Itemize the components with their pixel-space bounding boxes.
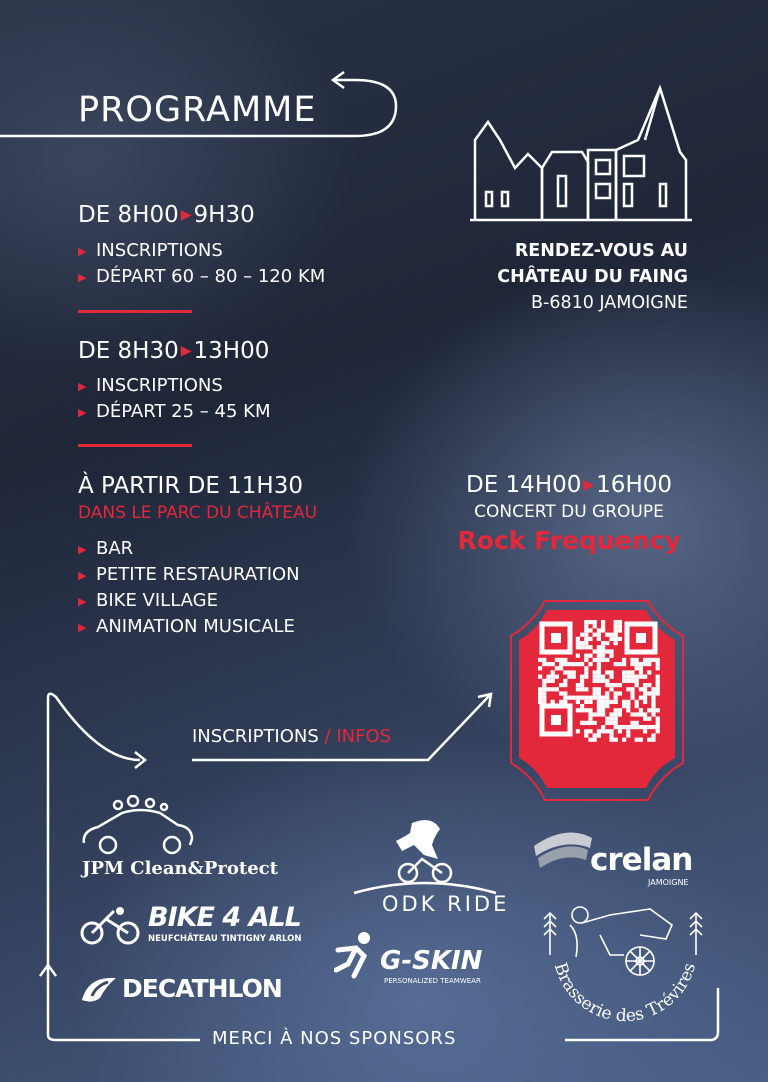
venue-line-2: CHÂTEAU DU FAING <box>497 267 688 287</box>
crelan-icon <box>532 828 596 872</box>
session-2-time <box>78 338 269 364</box>
list-item: ▶ DÉPART 60 – 80 – 120 KM <box>78 264 325 290</box>
horse-bike-icon <box>352 815 498 895</box>
concert-time: DE 14H00 ▶16H00 <box>466 472 672 498</box>
sponsor-bike4all-sub: NEUFCHÂTEAU TINTIGNY ARLON <box>148 934 302 944</box>
session-2-end: 13H00 <box>193 338 270 364</box>
brasserie-emblem-icon <box>540 895 710 1035</box>
session-1-end: 9H30 <box>193 202 255 228</box>
list-item: ▶ BIKE VILLAGE <box>78 588 300 614</box>
runner-icon <box>334 930 378 980</box>
park-heading: À PARTIR DE 11H30 <box>78 473 303 499</box>
list-item: ▶ PETITE RESTAURATION <box>78 562 300 588</box>
triangle-bullet-icon: ▶ <box>78 406 87 419</box>
venue-line-1: RENDEZ-VOUS AU <box>514 241 688 261</box>
list-item: ▶ INSCRIPTIONS <box>78 238 325 264</box>
triangle-bullet-icon: ▶ <box>78 569 87 582</box>
sponsor-crelan-sub: JAMOIGNE <box>648 878 689 887</box>
triangle-bullet-icon: ▶ <box>78 271 87 284</box>
divider <box>78 444 192 447</box>
registration-link[interactable]: INSCRIPTIONS / INFOS <box>192 726 392 747</box>
concert-label: CONCERT DU GROUPE <box>474 502 664 522</box>
session-1-start: DE 8H00 <box>78 202 179 228</box>
sponsor-brasserie: Brasserie des Trévires <box>549 960 701 1027</box>
sponsor-decathlon: DECATHLON <box>122 974 282 1003</box>
band-name: Rock Frequency <box>457 526 681 555</box>
arrow-icon: ▶ <box>180 207 192 223</box>
car-icon <box>78 795 198 857</box>
sponsor-odk: ODK RIDE <box>382 892 510 916</box>
park-subheading: DANS LE PARC DU CHÂTEAU <box>78 503 318 523</box>
decathlon-icon <box>78 974 120 1004</box>
venue-line-3: B-6810 JAMOIGNE <box>531 293 688 313</box>
concert-block <box>440 472 698 555</box>
session-1-time <box>78 202 255 228</box>
divider <box>78 310 192 313</box>
list-item: ▶ DÉPART 25 – 45 KM <box>78 399 270 425</box>
venue-block <box>497 238 688 316</box>
qr-code[interactable] <box>505 598 690 803</box>
sponsors-footer: MERCI À NOS SPONSORS <box>212 1028 457 1049</box>
sponsor-crelan: crelan <box>590 842 693 878</box>
triangle-bullet-icon: ▶ <box>78 245 87 258</box>
arrow-icon: ▶ <box>583 477 595 493</box>
page-title: PROGRAMME <box>78 90 317 130</box>
park-list <box>78 536 300 640</box>
triangle-bullet-icon: ▶ <box>78 595 87 608</box>
session-1-list <box>78 238 325 290</box>
arrow-icon: ▶ <box>180 343 192 359</box>
list-item: ▶ ANIMATION MUSICALE <box>78 614 300 640</box>
triangle-bullet-icon: ▶ <box>78 621 87 634</box>
sponsor-jpm: JPM Clean&Protect <box>82 858 278 879</box>
sponsor-bike4all: BIKE 4 ALL <box>148 902 301 933</box>
cyclist-icon <box>78 905 143 947</box>
list-item: ▶ INSCRIPTIONS <box>78 373 270 399</box>
castle-icon <box>470 80 695 228</box>
triangle-bullet-icon: ▶ <box>78 380 87 393</box>
session-2-start: DE 8H30 <box>78 338 179 364</box>
sponsor-gskin-sub: PERSONALIZED TEAMWEAR <box>384 977 481 985</box>
list-item: ▶ BAR <box>78 536 300 562</box>
sponsor-gskin: G-SKIN <box>380 946 483 976</box>
session-2-list <box>78 373 270 425</box>
triangle-bullet-icon: ▶ <box>78 543 87 556</box>
